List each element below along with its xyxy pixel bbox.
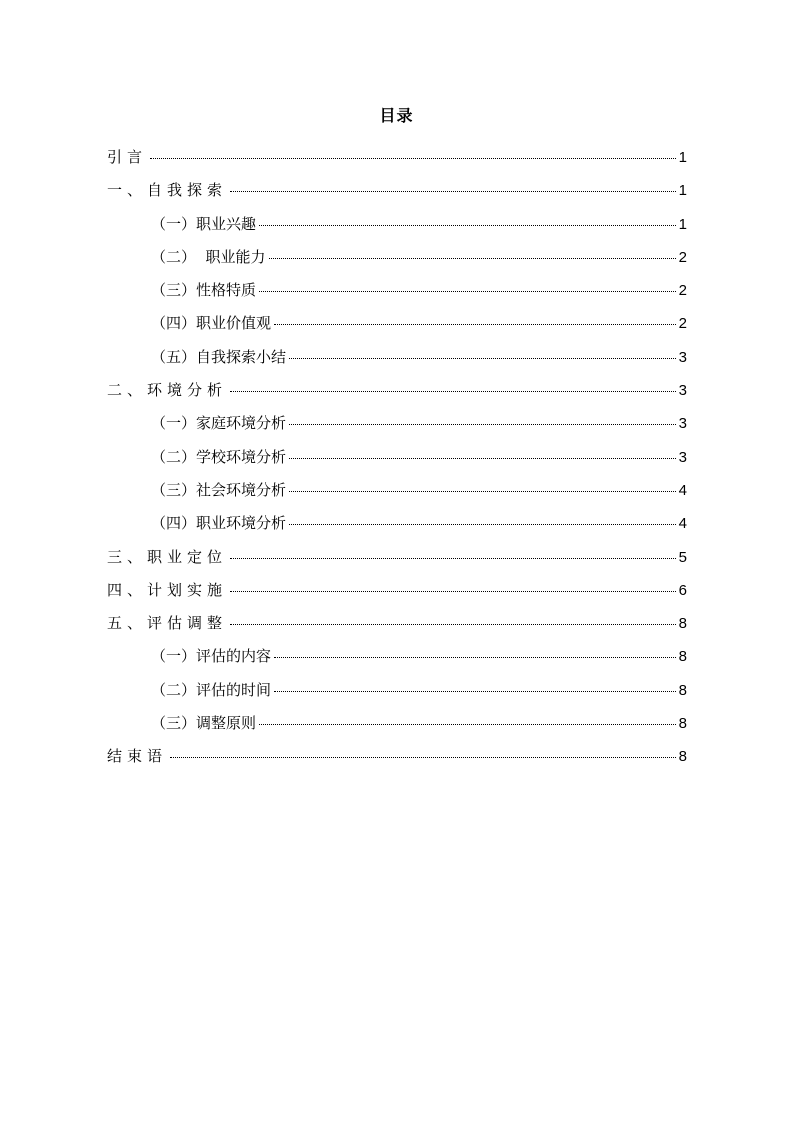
dot-leader — [230, 558, 676, 559]
dot-leader — [289, 458, 676, 459]
toc-entry-page-number: 3 — [678, 382, 687, 400]
dot-leader — [230, 391, 676, 392]
toc-entry-label: （三）调整原则 — [151, 714, 257, 733]
toc-entry-page-number: 8 — [678, 748, 687, 766]
toc-entry-page-number: 1 — [678, 149, 687, 166]
dot-leader — [230, 624, 676, 625]
toc-entry-page-number: 2 — [678, 315, 687, 333]
toc-entry-label: （四）职业价值观 — [151, 314, 272, 333]
dot-leader — [230, 591, 676, 592]
toc-entry[interactable] — [107, 712, 687, 745]
toc-entry-label: 四、计划实施 — [107, 580, 228, 599]
toc-entry-page-number: 3 — [678, 348, 687, 366]
toc-entry[interactable] — [107, 679, 687, 712]
toc-entry[interactable] — [107, 279, 687, 312]
toc-entry-page-number: 2 — [678, 282, 687, 300]
toc-entry[interactable] — [107, 412, 687, 445]
toc-entry[interactable] — [107, 213, 687, 246]
dot-leader — [274, 324, 676, 325]
toc-entry[interactable] — [107, 446, 687, 479]
toc-entry[interactable] — [107, 546, 687, 579]
dot-leader — [259, 225, 676, 226]
toc-entry-label: 引言 — [107, 148, 148, 166]
toc-entry[interactable] — [107, 346, 687, 379]
toc-entry-label: （一）评估的内容 — [151, 647, 272, 666]
dot-leader — [289, 491, 676, 492]
dot-leader — [269, 258, 676, 259]
toc-entry-label: （一）职业兴趣 — [151, 214, 257, 233]
toc-entry-label: （二）评估的时间 — [151, 680, 272, 699]
toc-entry[interactable] — [107, 379, 687, 412]
toc-entry-label: （一）家庭环境分析 — [151, 414, 287, 433]
toc-entry-label: 一、自我探索 — [107, 181, 228, 200]
dot-leader — [289, 358, 676, 359]
dot-leader — [259, 724, 676, 725]
toc-entry[interactable] — [107, 579, 687, 612]
toc-entry-page-number: 2 — [678, 248, 687, 266]
toc-entry-label: （二）学校环境分析 — [151, 447, 287, 466]
dot-leader — [274, 657, 676, 658]
dot-leader — [274, 691, 676, 692]
toc-entry-page-number: 1 — [678, 215, 687, 233]
toc-entry-label: （三）性格特质 — [151, 281, 257, 300]
dot-leader — [170, 757, 676, 758]
toc-entry-page-number: 3 — [678, 448, 687, 466]
toc-entry-page-number: 1 — [678, 182, 687, 200]
toc-entry[interactable] — [107, 179, 687, 212]
toc-entry[interactable] — [107, 246, 687, 279]
dot-leader — [230, 191, 676, 192]
dot-leader — [289, 424, 676, 425]
toc-title: 目录 — [379, 106, 414, 125]
dot-leader — [259, 291, 676, 292]
toc-entry-label: （二） 职业能力 — [151, 247, 266, 266]
dot-leader — [289, 524, 676, 525]
toc-entry-page-number: 8 — [678, 681, 687, 699]
toc-entry-label: 五、评估调整 — [107, 614, 228, 633]
toc-entry-page-number: 8 — [678, 648, 687, 666]
toc-entry[interactable] — [107, 645, 687, 678]
dot-leader — [150, 158, 676, 159]
toc-entry[interactable] — [107, 512, 687, 545]
toc-entry-label: （四）职业环境分析 — [151, 514, 287, 533]
toc-entry[interactable] — [107, 612, 687, 645]
toc-entry[interactable] — [107, 146, 687, 179]
toc-entry-page-number: 3 — [678, 415, 687, 433]
toc-entry-page-number: 8 — [678, 615, 687, 633]
toc-entry[interactable] — [107, 312, 687, 345]
toc-entry-label: （三）社会环境分析 — [151, 480, 287, 499]
toc-entry[interactable] — [107, 479, 687, 512]
table-of-contents — [107, 146, 687, 779]
toc-entry-label: 结束语 — [107, 747, 168, 766]
toc-entry-page-number: 8 — [678, 715, 687, 733]
toc-entry-page-number: 4 — [678, 515, 687, 533]
toc-entry-page-number: 5 — [678, 548, 687, 566]
toc-entry-page-number: 6 — [678, 581, 687, 599]
toc-entry-label: 二、环境分析 — [107, 381, 228, 400]
toc-entry-label: （五）自我探索小结 — [151, 347, 287, 366]
toc-entry-page-number: 4 — [678, 481, 687, 499]
toc-entry[interactable] — [107, 745, 687, 778]
toc-entry-label: 三、职业定位 — [107, 547, 228, 566]
